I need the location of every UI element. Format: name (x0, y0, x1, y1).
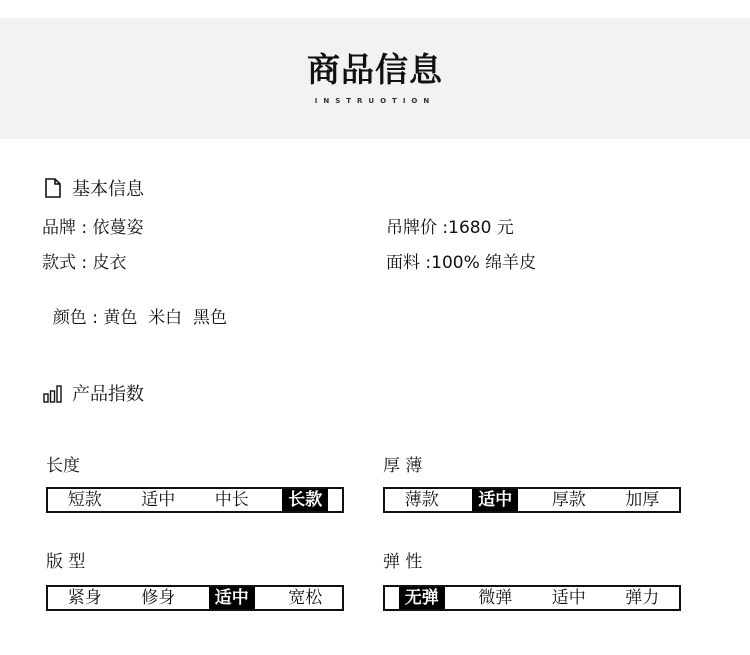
scale-option: 适中 (141, 490, 176, 510)
scale-option: 厚款 (551, 490, 586, 510)
scale-option: 中长 (214, 490, 249, 510)
scale-length (46, 487, 344, 513)
scale-option: 修身 (141, 588, 176, 608)
basic-info-heading-label: 基本信息 (72, 179, 144, 200)
scale-option: 紧身 (67, 588, 102, 608)
product-index-heading (42, 380, 144, 406)
scale-option: 薄款 (404, 490, 439, 510)
scale-option: 短款 (67, 490, 102, 510)
dimension-label-elasticity: 弹 性 (383, 552, 423, 572)
scale-option-selected: 无弹 (385, 587, 459, 609)
scale-option: 弹力 (625, 588, 660, 608)
scale-thickness (383, 487, 681, 513)
scale-fit (46, 585, 344, 611)
scale-option: 适中 (551, 588, 586, 608)
basic-info-heading (42, 175, 144, 201)
product-index-heading-label: 产品指数 (72, 384, 144, 405)
dimension-label-fit: 版 型 (46, 552, 86, 572)
scale-option-selected: 长款 (269, 489, 343, 511)
dimension-label-length: 长度 (46, 456, 80, 476)
scale-option-selected: 适中 (195, 587, 269, 609)
bar-chart-icon (42, 382, 64, 404)
scale-elasticity (383, 585, 681, 611)
dimension-label-thickness: 厚 薄 (383, 456, 423, 476)
page-title: 商品信息 (307, 50, 443, 89)
info-brand: 品牌 : 依蔓姿 (42, 218, 144, 238)
scale-option: 微弹 (478, 588, 513, 608)
scale-option-selected: 适中 (459, 489, 533, 511)
scale-option: 加厚 (625, 490, 660, 510)
info-color: 颜色 : 黄色 米白 黑色 (52, 308, 227, 328)
scale-option: 宽松 (288, 588, 323, 608)
info-tag-price: 吊牌价 :1680 元 (386, 218, 514, 238)
document-icon (42, 177, 64, 199)
page-subtitle: INSTRUOTION (314, 97, 436, 105)
info-style: 款式 : 皮衣 (42, 253, 127, 273)
info-fabric: 面料 :100% 绵羊皮 (386, 253, 537, 273)
